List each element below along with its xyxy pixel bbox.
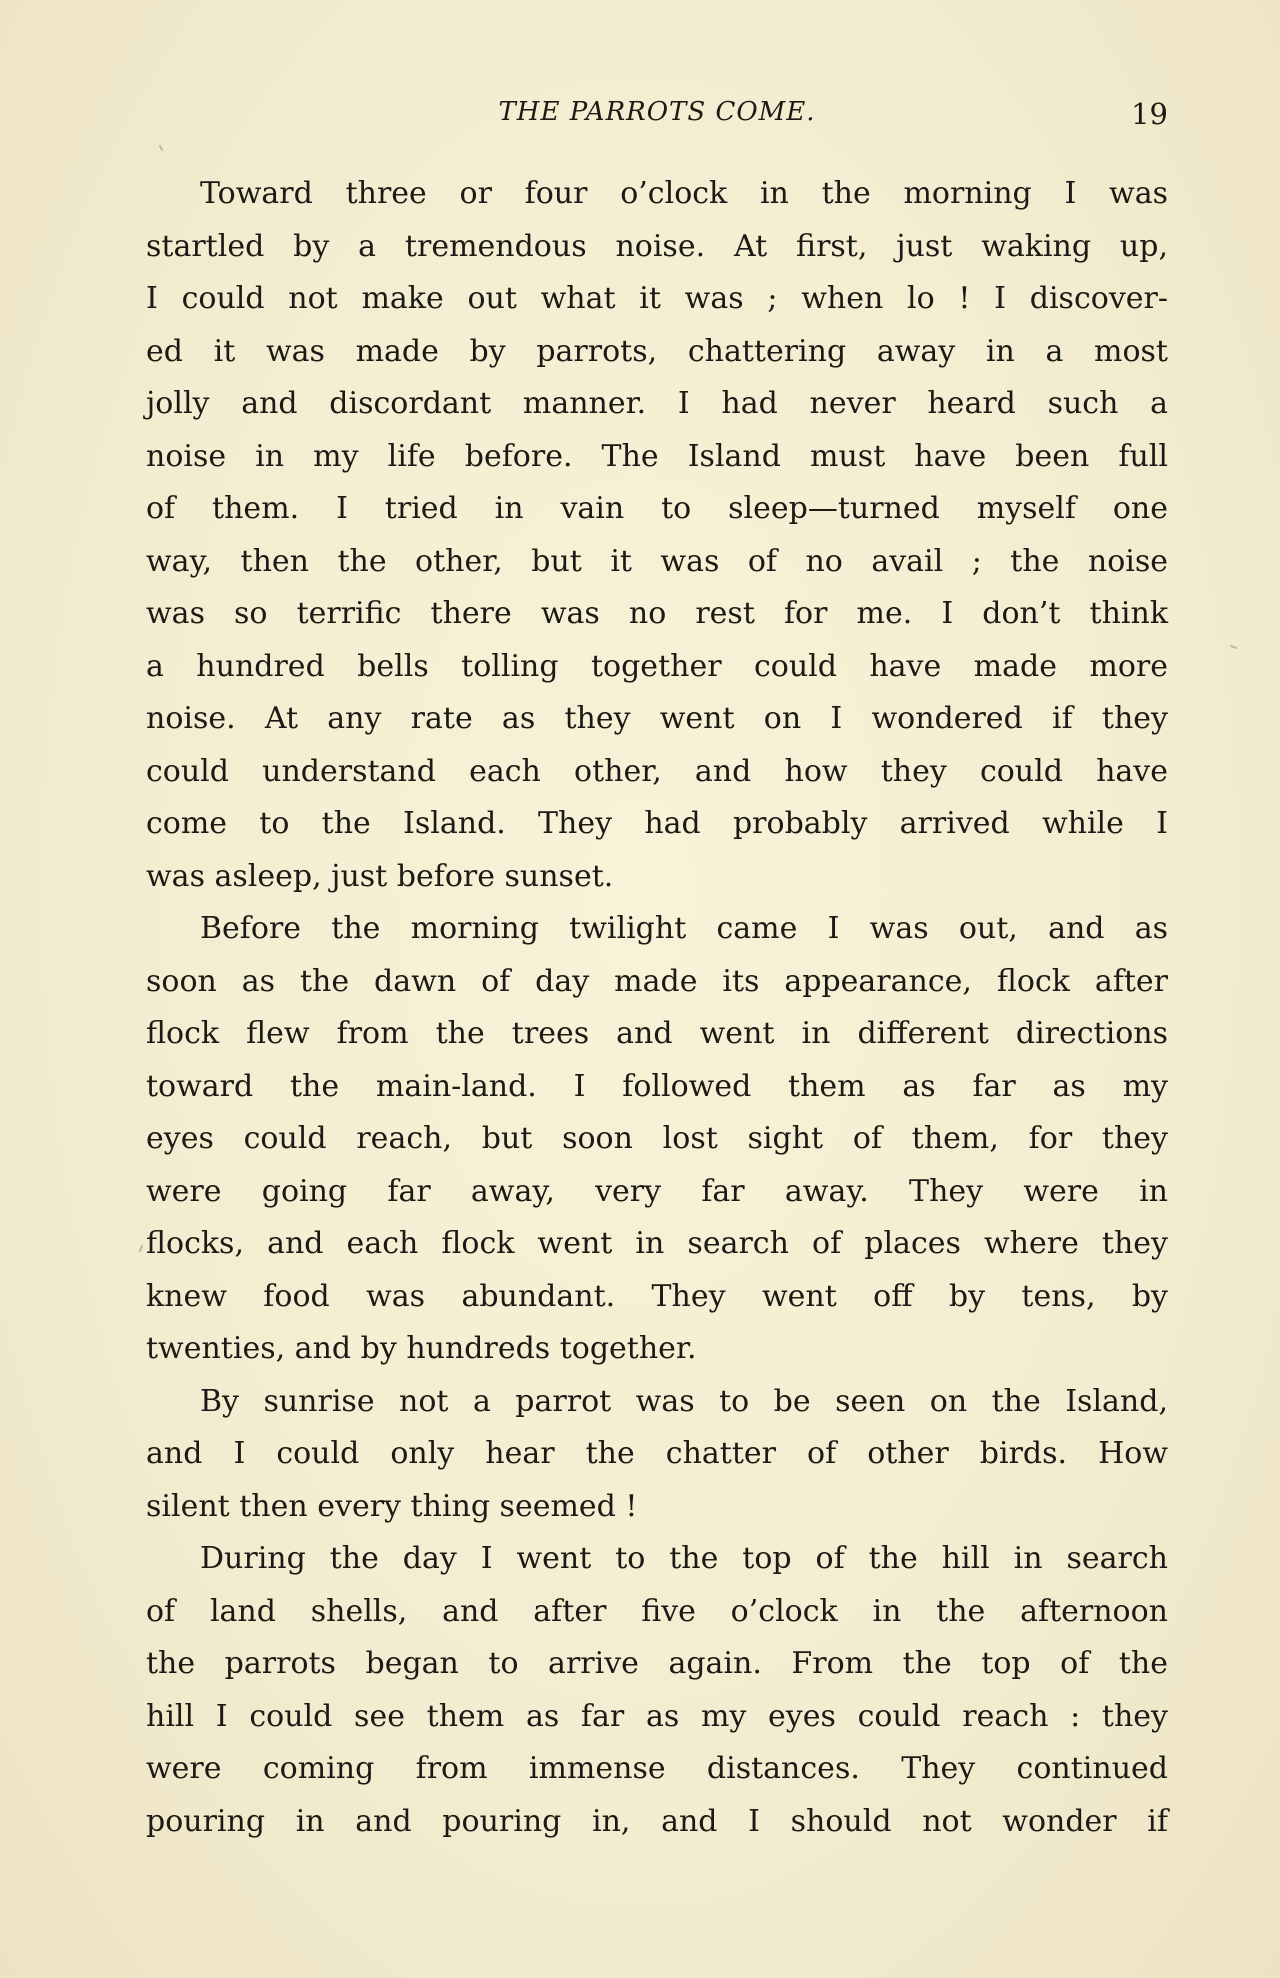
paper-speck <box>139 1245 144 1252</box>
text-line: pouring in and pouring in, and I should not wonder if <box>146 1803 1168 1839</box>
text-line: twenties, and by hundreds together. <box>146 1331 697 1366</box>
text-line: hill I could see them as far as my eyes could reach : they <box>146 1698 1168 1734</box>
text-line: flocks, and each flock went in search of places where they <box>146 1226 1168 1261</box>
page-number: 19 <box>1131 97 1168 131</box>
text-line: come to the Island. They had probably arrived while I <box>146 806 1168 841</box>
text-line: I could not make out what it was ; when lo ! I discover- <box>146 281 1168 316</box>
paragraph <box>146 168 1168 903</box>
text-line: ed it was made by parrots, chattering away in a most <box>146 333 1168 369</box>
text-line: were going far away, very far away. They were in <box>146 1173 1168 1209</box>
text-line: eyes could reach, but soon lost sight of them, for they <box>146 1121 1168 1156</box>
text-line: of them. I tried in vain to sleep—turned myself one <box>146 491 1168 526</box>
text-line: could understand each other, and how they could have <box>146 753 1168 789</box>
text-line: jolly and discordant manner. I had never heard such a <box>146 386 1168 421</box>
text-line: toward the main-land. I followed them as far as my <box>146 1068 1168 1104</box>
text-line: way, then the other, but it was of no avail ; the noise <box>146 543 1168 579</box>
text-line: noise. At any rate as they went on I wondered if they <box>146 701 1168 736</box>
paper-speck <box>1230 645 1237 649</box>
text-line: and I could only hear the chatter of other birds. How <box>146 1436 1168 1471</box>
text-line: silent then every thing seemed ! <box>146 1488 638 1524</box>
text-line: knew food was abundant. They went off by tens, by <box>146 1278 1168 1314</box>
text-line: By sunrise not a parrot was to be seen on the Island, <box>200 1383 1168 1419</box>
text-line: soon as the dawn of day made its appearance, flock after <box>146 963 1168 999</box>
text-line: were coming from immense distances. They continued <box>146 1751 1168 1786</box>
paragraph <box>146 1533 1168 1848</box>
body-text <box>146 168 1168 1848</box>
text-line: a hundred bells tolling together could have made more <box>146 648 1168 684</box>
text-line: noise in my life before. The Island must have been full <box>146 438 1168 474</box>
text-line: the parrots began to arrive again. From the top of the <box>146 1646 1168 1681</box>
text-line: of land shells, and after five o’clock in the afternoon <box>146 1593 1168 1629</box>
running-head <box>146 92 1168 132</box>
text-line: flock flew from the trees and went in different directions <box>146 1016 1168 1051</box>
paragraph <box>146 1376 1168 1534</box>
text-line: Toward three or four o’clock in the morning I was <box>200 176 1168 211</box>
text-line: startled by a tremendous noise. At first, just waking up, <box>146 228 1168 264</box>
running-title: THE PARROTS COME. <box>498 97 816 127</box>
text-line: was asleep, just before sunset. <box>146 858 614 894</box>
text-line: Before the morning twilight came I was out, and as <box>200 911 1168 946</box>
text-line: During the day I went to the top of the hill in search <box>200 1541 1168 1576</box>
text-line: was so terrific there was no rest for me. I don’t think <box>146 596 1168 631</box>
paragraph <box>146 903 1168 1376</box>
paper-speck <box>159 145 164 151</box>
